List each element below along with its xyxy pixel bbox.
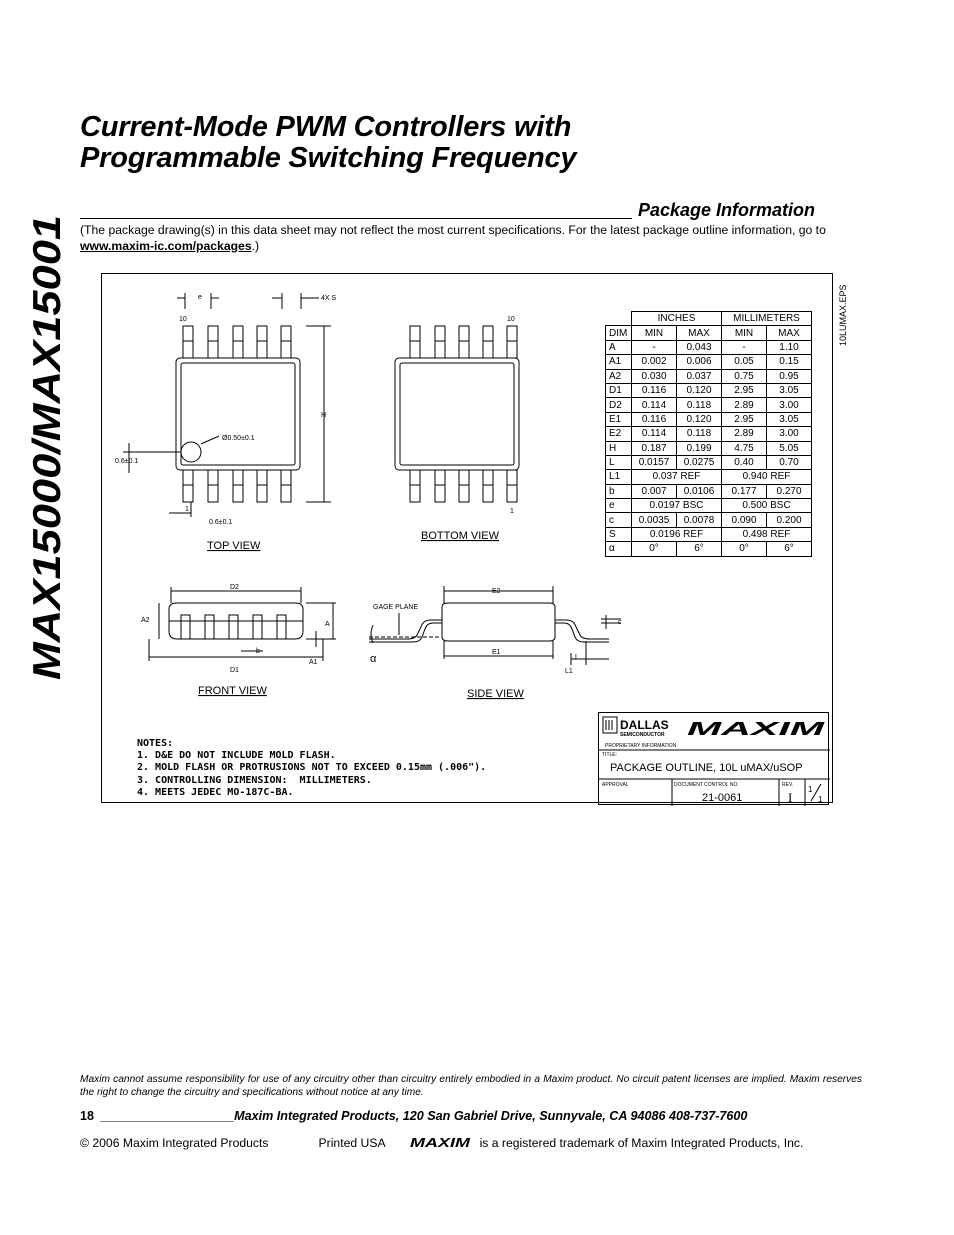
bottom-view [395, 326, 519, 502]
inches-max-cell: 0.199 [677, 441, 722, 455]
rev-label: REV. [782, 782, 794, 788]
section-rule [80, 218, 632, 219]
dim-c-label: c [618, 619, 622, 626]
mm-max-cell: 3.05 [767, 412, 812, 426]
note-3: 3. CONTROLLING DIMENSION: MILLIMETERS. [137, 774, 372, 786]
inches-max-cell: 0.0078 [677, 513, 722, 527]
table-row [606, 542, 812, 556]
mm-min-cell: 2.95 [722, 383, 767, 397]
bottom-leads-lower [410, 470, 517, 502]
pin1-dot [181, 442, 201, 462]
dim-l-label: L [575, 654, 579, 661]
sheet-total: 1 [818, 795, 823, 804]
top-view-caption: TOP VIEW [207, 540, 261, 552]
mm-max-cell: 0.15 [767, 355, 812, 369]
dot-offset2-label: 0.6±0.1 [209, 519, 233, 526]
dimensions-table [605, 311, 812, 557]
dim-cell: b [606, 484, 632, 498]
table-group-row [606, 312, 812, 326]
rev-value: I [788, 790, 793, 805]
dim-h-label: H [321, 412, 327, 419]
table-row [606, 441, 812, 455]
intro-paragraph [80, 223, 862, 254]
doc-number: 21-0061 [702, 792, 743, 804]
dim-e2-label: E2 [492, 588, 501, 595]
inches-max-cell: 0.043 [677, 340, 722, 354]
dim-e-label: e [198, 294, 202, 301]
side-title-text: MAX15000/MAX15001 [26, 278, 69, 680]
inches-min-cell: 0° [632, 542, 677, 556]
table-header-row [606, 326, 812, 340]
sheet-number: 1 [808, 785, 813, 794]
mm-min-cell: 0° [722, 542, 767, 556]
dim-cell: E2 [606, 427, 632, 441]
mm-min-cell: 0.177 [722, 484, 767, 498]
section-heading: Package Information [638, 200, 816, 220]
dim-cell: S [606, 527, 632, 541]
inches-max-cell: 0.037 [677, 369, 722, 383]
dallas-logo-mark [603, 717, 617, 733]
dim-cell: E1 [606, 412, 632, 426]
note-4: 4. MEETS JEDEC MO-187C-BA. [137, 786, 294, 798]
mm-min-cell: 0.090 [722, 513, 767, 527]
document-title [80, 112, 576, 174]
inches-ref-cell: 0.037 REF [632, 470, 722, 484]
dim-d2-label: D2 [230, 584, 239, 591]
copyright: © 2006 Maxim Integrated Products [80, 1136, 269, 1150]
mm-min-cell: - [722, 340, 767, 354]
dim-4xs-label: 4X S [321, 295, 337, 302]
footer-company-line [80, 1109, 862, 1123]
maxim-footer-logo [410, 1136, 472, 1148]
pin10-label: 10 [179, 316, 187, 323]
approval-label: APPROVAL [602, 782, 629, 788]
table-row [606, 412, 812, 426]
mm-min-cell: 0.05 [722, 355, 767, 369]
mm-max-cell: 5.05 [767, 441, 812, 455]
pin10b-label: 10 [507, 316, 515, 323]
mm-min-cell: 0.40 [722, 455, 767, 469]
mm-ref-cell: 0.498 REF [722, 527, 812, 541]
inches-max-cell: 0.0106 [677, 484, 722, 498]
side-view-caption: SIDE VIEW [467, 688, 524, 700]
dim-cell: L1 [606, 470, 632, 484]
inches-max-cell: 0.118 [677, 398, 722, 412]
mm-min-cell: 4.75 [722, 441, 767, 455]
notes-heading: NOTES: [137, 738, 174, 749]
header-in-max: MAX [677, 326, 722, 340]
inches-min-cell: 0.114 [632, 398, 677, 412]
front-view [149, 587, 336, 661]
pin1b-label: 1 [510, 508, 514, 515]
title-line-2: Programmable Switching Frequency [80, 142, 577, 174]
header-mm-min: MIN [722, 326, 767, 340]
alpha-label: α [370, 653, 377, 665]
table-row [606, 527, 812, 541]
inches-max-cell: 6° [677, 542, 722, 556]
inches-min-cell: 0.116 [632, 383, 677, 397]
header-dim: DIM [606, 326, 632, 340]
drawing-notes [137, 738, 486, 799]
header-in-min: MIN [632, 326, 677, 340]
mm-min-cell: 2.89 [722, 427, 767, 441]
footer-rule: ___________________ [94, 1109, 235, 1123]
inches-max-cell: 0.118 [677, 427, 722, 441]
table-row [606, 340, 812, 354]
table-row [606, 398, 812, 412]
header-mm-max: MAX [767, 326, 812, 340]
mm-max-cell: 3.05 [767, 383, 812, 397]
mm-min-cell: 2.89 [722, 398, 767, 412]
dim-cell: A [606, 340, 632, 354]
dim-a1-label: A1 [309, 659, 318, 666]
dim-e1-label: E1 [492, 649, 501, 656]
pin1-label: 1 [185, 506, 189, 513]
table-row [606, 470, 812, 484]
side-view-labels [370, 588, 622, 700]
proprietary-label: PROPRIETARY INFORMATION [605, 743, 677, 749]
inches-max-cell: 0.120 [677, 412, 722, 426]
inches-min-cell: 0.030 [632, 369, 677, 383]
dim-cell: D2 [606, 398, 632, 412]
dot-dia-label: Ø0.50±0.1 [222, 435, 255, 442]
table-row [606, 499, 812, 513]
mm-max-cell: 3.00 [767, 398, 812, 412]
bottom-leads-upper [410, 326, 517, 358]
footer-copyright-line [80, 1136, 803, 1150]
title-line-1: Current-Mode PWM Controllers with [80, 111, 572, 143]
dim-a2-label: A2 [141, 617, 150, 624]
table-row [606, 383, 812, 397]
package-title: PACKAGE OUTLINE, 10L uMAX/uSOP [610, 762, 803, 774]
page-number: 18 [80, 1109, 95, 1123]
group-inches: INCHES [632, 312, 722, 326]
inches-min-cell: 0.116 [632, 412, 677, 426]
note-1: 1. D&E DO NOT INCLUDE MOLD FLASH. [137, 750, 336, 762]
packages-link[interactable]: www.maxim-ic.com/packages [80, 238, 252, 253]
mm-max-cell: 1.10 [767, 340, 812, 354]
inches-max-cell: 0.006 [677, 355, 722, 369]
table-row [606, 513, 812, 527]
dim-cell: A1 [606, 355, 632, 369]
dot-offset-label: 0.6±0.1 [115, 458, 139, 465]
top-view-labels [115, 294, 337, 552]
top-leads-lower [183, 470, 291, 502]
company-address: Maxim Integrated Products, 120 San Gabriel Drive, Sunnyvale, CA 94086 408-737-7600 [234, 1109, 748, 1123]
group-mm: MILLIMETERS [722, 312, 812, 326]
top-view [123, 293, 331, 517]
inches-min-cell: 0.187 [632, 441, 677, 455]
eps-label [836, 274, 850, 354]
dim-cell: D1 [606, 383, 632, 397]
inches-ref-cell: 0.0197 BSC [632, 499, 722, 513]
inches-min-cell: - [632, 340, 677, 354]
dim-d1-label: D1 [230, 667, 239, 674]
mm-max-cell: 0.270 [767, 484, 812, 498]
dallas-text: DALLAS [620, 718, 669, 732]
table-row [606, 355, 812, 369]
dim-cell: A2 [606, 369, 632, 383]
mm-max-cell: 6° [767, 542, 812, 556]
dim-cell: e [606, 499, 632, 513]
dim-l1-label: L1 [565, 668, 573, 675]
printed-usa: Printed USA [318, 1136, 386, 1150]
eps-label-text: 10LUMAX.EPS [838, 284, 848, 346]
mm-max-cell: 0.70 [767, 455, 812, 469]
side-part-number [6, 210, 76, 680]
inches-min-cell: 0.114 [632, 427, 677, 441]
inches-min-cell: 0.007 [632, 484, 677, 498]
inches-min-cell: 0.0157 [632, 455, 677, 469]
semiconductor-text: SEMICONDUCTOR [620, 732, 665, 738]
note-2: 2. MOLD FLASH OR PROTRUSIONS NOT TO EXCEED 0.15mm (.006"). [137, 762, 487, 774]
bottom-view-caption: BOTTOM VIEW [421, 530, 500, 542]
trademark-notice: is a registered trademark of Maxim Integrated Products, Inc. [479, 1136, 804, 1150]
mm-max-cell: 0.200 [767, 513, 812, 527]
front-view-labels [141, 584, 330, 697]
legal-disclaimer: Maxim cannot assume responsibility for use of any circuitry other than circuitry entirely embodied in a Maxim product. No circuit patent licenses are implied. Maxim reserves the right to change the circuitry and specifications without notice at any time. [80, 1074, 862, 1098]
mm-min-cell: 0.75 [722, 369, 767, 383]
mm-max-cell: 0.95 [767, 369, 812, 383]
dim-b-label: b [256, 648, 260, 655]
title-label: TITLE: [602, 752, 618, 758]
title-block [598, 712, 829, 805]
dim-a-label: A [325, 621, 330, 628]
table-row [606, 484, 812, 498]
dim-cell: H [606, 441, 632, 455]
table-row [606, 369, 812, 383]
inches-min-cell: 0.0035 [632, 513, 677, 527]
dim-cell: L [606, 455, 632, 469]
inches-ref-cell: 0.0196 REF [632, 527, 722, 541]
table-row [606, 427, 812, 441]
intro-end: .) [251, 238, 260, 253]
maxim-footer-logo-text: MAXIM [409, 1136, 472, 1148]
mm-ref-cell: 0.500 BSC [722, 499, 812, 513]
inches-max-cell: 0.120 [677, 383, 722, 397]
table-row [606, 455, 812, 469]
inches-max-cell: 0.0275 [677, 455, 722, 469]
intro-text: (The package drawing(s) in this data sheet may not reflect the most current specifications. For the latest package outline information, go to [80, 223, 826, 237]
dim-cell: c [606, 513, 632, 527]
inches-min-cell: 0.002 [632, 355, 677, 369]
mm-max-cell: 3.00 [767, 427, 812, 441]
mm-min-cell: 2.95 [722, 412, 767, 426]
dim-cell: α [606, 542, 632, 556]
gage-plane-label: GAGE PLANE [373, 604, 419, 611]
maxim-logo: MAXIM [687, 719, 827, 739]
mm-ref-cell: 0.940 REF [722, 470, 812, 484]
doc-control-label: DOCUMENT CONTROL NO. [674, 782, 739, 788]
top-leads-upper [183, 326, 291, 358]
front-view-caption: FRONT VIEW [198, 685, 267, 697]
